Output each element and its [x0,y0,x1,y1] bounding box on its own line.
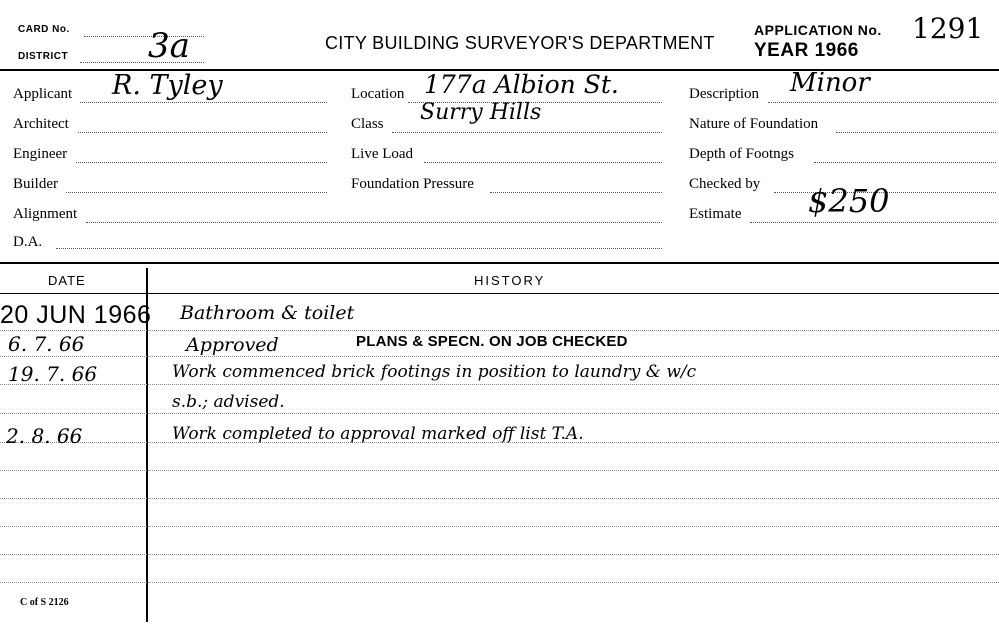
applicant-line [80,102,327,103]
ruled-line [0,330,999,331]
description-value: Minor [790,68,870,98]
district-value: 3a [148,26,190,66]
applicant-value: R. Tyley [112,70,223,101]
checked-by-label: Checked by [689,176,761,192]
nature-of-foundation-line [836,132,996,133]
district-label: DISTRICT [18,51,69,62]
alignment-line [86,222,662,223]
history-header: HISTORY [474,273,546,288]
builder-line [66,192,327,193]
entry-text: Work commenced brick footings in position to laundry & w/c [172,362,697,382]
class-line [392,132,662,133]
depth-of-footings-label: Depth of Footngs [689,146,794,162]
live-load-line [424,162,662,163]
ruled-line [0,470,999,471]
year-label: YEAR 1966 [754,40,859,61]
application-no-value: 1291 [912,12,984,45]
estimate-label: Estimate [689,206,742,222]
entry-text: Approved [186,334,279,356]
description-line [768,102,996,103]
location-value: 177a Albion St. [424,70,619,99]
ruled-line [0,554,999,555]
class-label: Class [351,116,384,132]
da-label: D.A. [13,234,43,250]
entry-date: 6. 7. 66 [8,332,85,356]
entry-text: Bathroom & toilet [180,302,355,324]
header-underline [0,293,999,294]
entry-date: 20 JUN 1966 [0,301,152,329]
estimate-value: $250 [808,182,890,220]
estimate-line [750,222,996,223]
class-value: Surry Hills [420,100,542,125]
architect-label: Architect [13,116,69,132]
form-code: C of S 2126 [20,597,69,608]
foundation-pressure-label: Foundation Pressure [351,176,474,192]
entry-date: 19. 7. 66 [8,362,98,386]
ruled-line [0,582,999,583]
foundation-pressure-line [490,192,662,193]
live-load-label: Live Load [351,146,414,162]
date-header: DATE [48,273,86,288]
ruled-line [0,413,999,414]
ruled-line [0,384,999,385]
section-rule [0,262,999,264]
engineer-label: Engineer [13,146,68,162]
application-no-label: APPLICATION No. [754,22,882,38]
depth-of-footings-line [814,162,996,163]
nature-of-foundation-label: Nature of Foundation [689,116,819,132]
location-label: Location [351,86,405,102]
engineer-line [76,162,327,163]
description-label: Description [689,86,759,102]
ruled-line [0,356,999,357]
builder-label: Builder [13,176,58,192]
architect-line [78,132,327,133]
alignment-label: Alignment [13,206,78,222]
applicant-label: Applicant [13,86,73,102]
ruled-line [0,526,999,527]
entry-text: Work completed to approval marked off list T.A. [172,424,584,444]
approval-stamp: PLANS & SPECN. ON JOB CHECKED [356,333,628,350]
entry-date: 2. 8. 66 [6,424,83,448]
department-title: CITY BUILDING SURVEYOR'S DEPARTMENT [325,33,715,53]
entry-text: s.b.; advised. [172,392,285,412]
da-line [56,248,662,249]
card-no-label: CARD No. [18,24,70,35]
ruled-line [0,498,999,499]
